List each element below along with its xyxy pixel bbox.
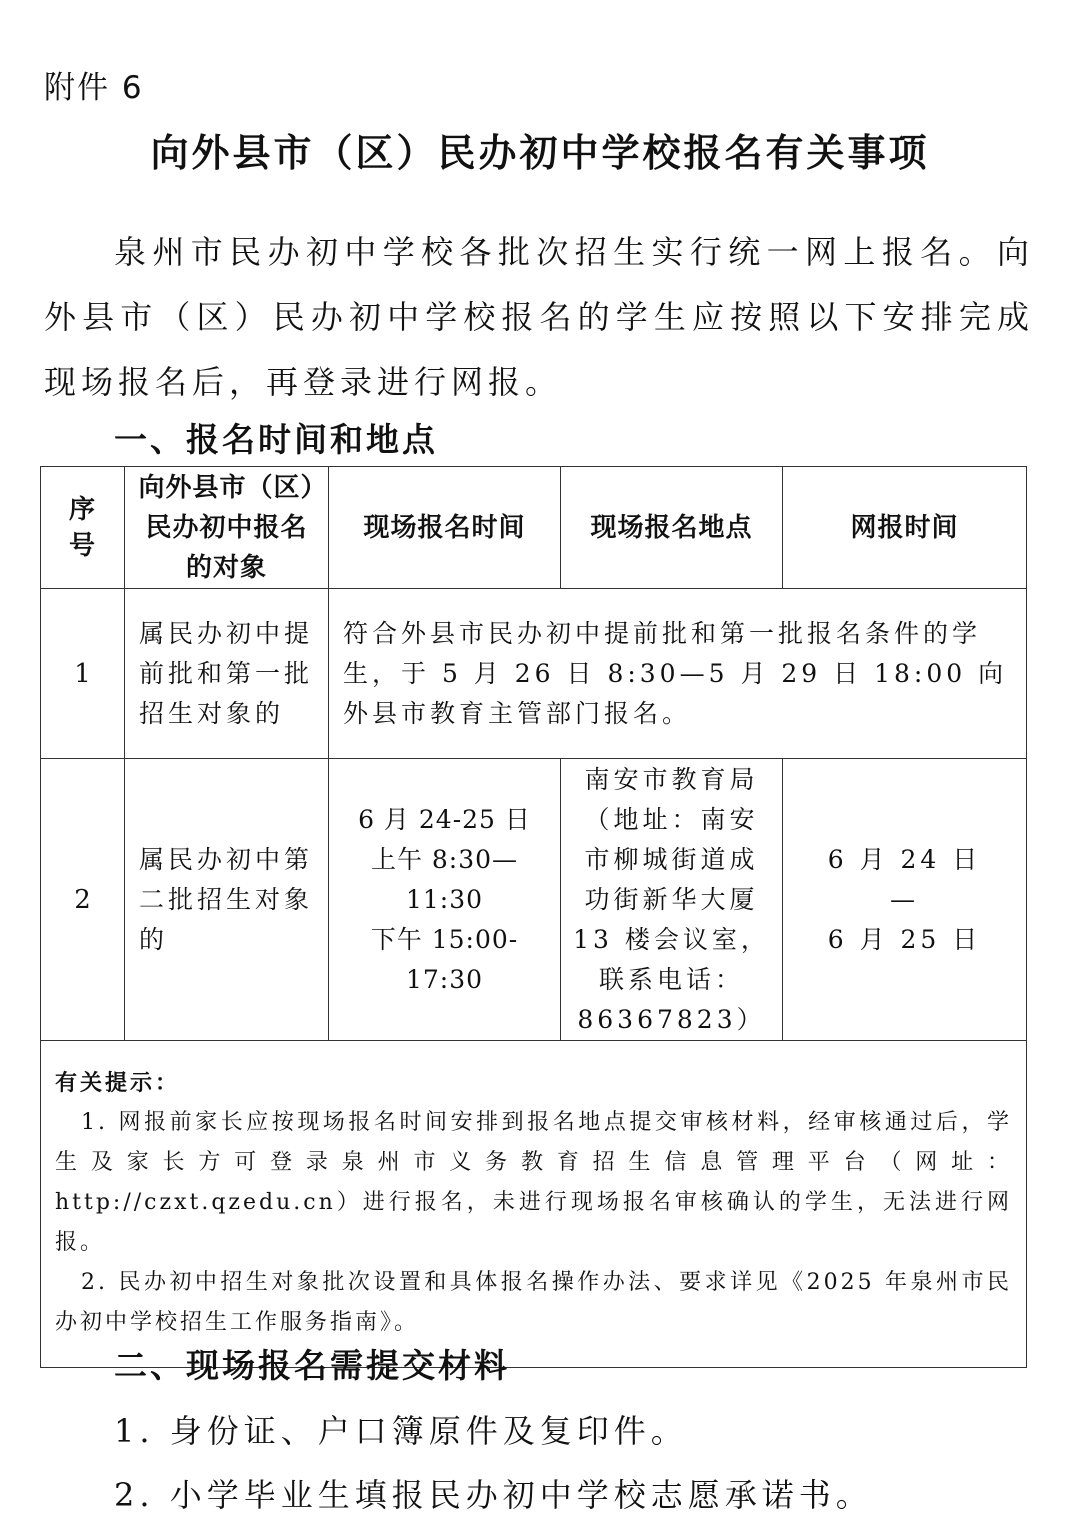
row2-onsite-time: 6 月 24-25 日 上午 8:30—11:30 下午 15:00-17:30 bbox=[329, 759, 561, 1041]
row1-seq: 1 bbox=[41, 589, 125, 759]
header-online-time: 网报时间 bbox=[783, 467, 1027, 589]
intro-paragraph: 泉州市民办初中学校各批次招生实行统一网上报名。向外县市（区）民办初中学校报名的学生应按照以下安排完成现场报名后，再登录进行网报。 bbox=[44, 233, 1034, 401]
material-item: 2. 小学毕业生填报民办初中学校志愿承诺书。 bbox=[114, 1476, 873, 1514]
row2-online-time: 6 月 24 日 — 6 月 25 日 bbox=[783, 759, 1027, 1041]
table-row bbox=[41, 589, 1027, 759]
attachment-label: 附件 6 bbox=[44, 70, 144, 106]
row1-merged-info: 符合外县市民办初中提前批和第一批报名条件的学生，于 5 月 26 日 8:30—5 月 29 日 18:00 向外县市教育主管部门报名。 bbox=[329, 589, 1027, 759]
section1-heading: 一、报名时间和地点 bbox=[114, 420, 438, 459]
row1-target: 属民办初中提前批和第一批招生对象的 bbox=[125, 589, 329, 759]
note-item: 2. 民办初中招生对象批次设置和具体报名操作办法、要求详见《2025 年泉州市民办初中学校招生工作服务指南》。 bbox=[55, 1270, 1012, 1335]
note-item: 1. 网报前家长应按现场报名时间安排到报名地点提交审核材料，经审核通过后，学生及家长方可登录泉州市义务教育招生信息管理平台（网址：http://czxt.qzedu.cn）进行报名，未进行现场报名审核确认的学生，无法进行网报。 bbox=[55, 1110, 1012, 1255]
row2-target: 属民办初中第二批招生对象的 bbox=[125, 759, 329, 1041]
table-header-row bbox=[41, 467, 1027, 589]
row2-onsite-place: 南安市教育局（地址：南安市柳城街道成功街新华大厦 13 楼会议室，联系电话：86367823） bbox=[561, 759, 783, 1041]
notes-row bbox=[41, 1041, 1027, 1368]
notes-title: 有关提示： bbox=[55, 1070, 181, 1096]
header-onsite-time: 现场报名时间 bbox=[329, 467, 561, 589]
material-item: 1. 身份证、户口簿原件及复印件。 bbox=[114, 1412, 688, 1450]
page-title: 向外县市（区）民办初中学校报名有关事项 bbox=[150, 131, 930, 175]
registration-table bbox=[40, 466, 1027, 1368]
notes-cell bbox=[41, 1041, 1027, 1368]
header-target: 向外县市（区）民办初中报名的对象 bbox=[125, 467, 329, 589]
header-onsite-place: 现场报名地点 bbox=[561, 467, 783, 589]
section2-heading: 二、现场报名需提交材料 bbox=[114, 1346, 510, 1385]
header-seq: 序号 bbox=[41, 467, 125, 589]
row2-seq: 2 bbox=[41, 759, 125, 1041]
table-row bbox=[41, 759, 1027, 1041]
